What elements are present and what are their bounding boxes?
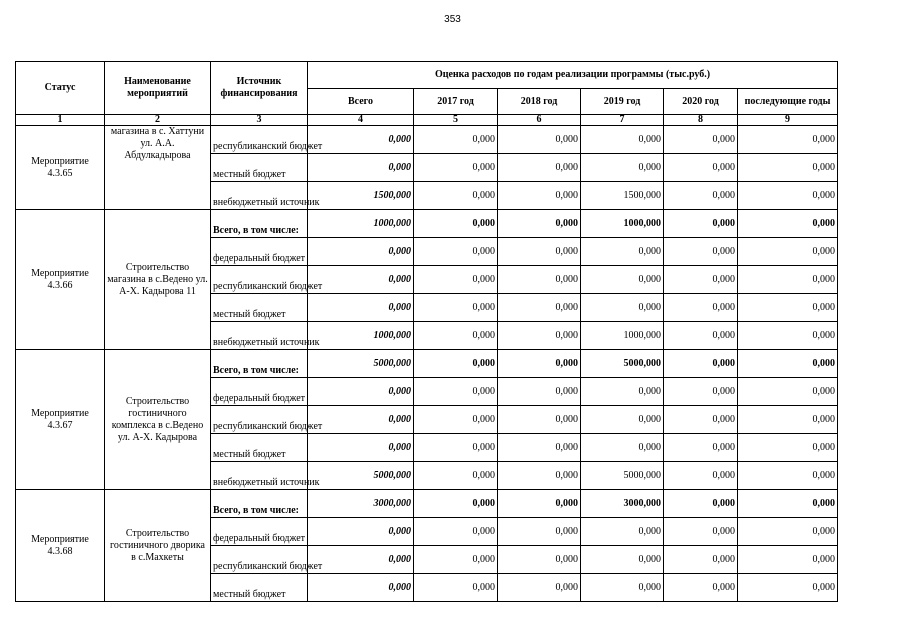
year-value-cell: 0,000 — [581, 546, 664, 574]
header-year: Всего — [308, 89, 414, 115]
year-value-cell: 0,000 — [738, 154, 838, 182]
year-value-cell: 0,000 — [414, 378, 498, 406]
funding-source-cell: местный бюджет — [211, 434, 308, 462]
year-value-cell: 0,000 — [414, 406, 498, 434]
column-number: 2 — [105, 115, 211, 126]
funding-source-cell: Всего, в том числе: — [211, 350, 308, 378]
year-value-cell: 0,000 — [664, 574, 738, 602]
header-year: 2019 год — [581, 89, 664, 115]
year-value-cell: 0,000 — [664, 378, 738, 406]
year-value-cell: 0,000 — [498, 546, 581, 574]
total-cell: 3000,000 — [308, 490, 414, 518]
funding-source-cell: местный бюджет — [211, 154, 308, 182]
table-row — [16, 490, 838, 518]
year-value-cell: 0,000 — [738, 350, 838, 378]
funding-source-cell: местный бюджет — [211, 574, 308, 602]
year-value-cell: 0,000 — [414, 322, 498, 350]
column-number: 4 — [308, 115, 414, 126]
year-value-cell: 0,000 — [738, 518, 838, 546]
funding-source-cell: республиканский бюджет — [211, 406, 308, 434]
year-value-cell: 0,000 — [498, 210, 581, 238]
year-value-cell: 0,000 — [498, 518, 581, 546]
header-estimate: Оценка расходов по годам реализации программы (тыс.руб.) — [308, 62, 838, 89]
year-value-cell: 0,000 — [738, 322, 838, 350]
event-name-cell: Строительство гостиничного дворика в с.Махкеты — [105, 490, 211, 602]
year-value-cell: 0,000 — [498, 462, 581, 490]
year-value-cell: 0,000 — [498, 434, 581, 462]
year-value-cell: 0,000 — [498, 126, 581, 154]
year-value-cell: 0,000 — [664, 462, 738, 490]
total-cell: 5000,000 — [308, 350, 414, 378]
year-value-cell: 0,000 — [414, 574, 498, 602]
year-value-cell: 0,000 — [414, 294, 498, 322]
year-value-cell: 0,000 — [581, 434, 664, 462]
year-value-cell: 0,000 — [664, 266, 738, 294]
year-value-cell: 0,000 — [738, 182, 838, 210]
year-value-cell: 0,000 — [664, 434, 738, 462]
year-value-cell: 0,000 — [664, 154, 738, 182]
year-value-cell: 0,000 — [581, 266, 664, 294]
total-cell: 0,000 — [308, 126, 414, 154]
year-value-cell: 0,000 — [738, 406, 838, 434]
total-cell: 0,000 — [308, 434, 414, 462]
total-cell: 1000,000 — [308, 322, 414, 350]
header-year: 2018 год — [498, 89, 581, 115]
status-cell: Мероприятие 4.3.67 — [16, 350, 105, 490]
total-cell: 0,000 — [308, 378, 414, 406]
funding-source-cell: Всего, в том числе: — [211, 490, 308, 518]
total-cell: 0,000 — [308, 154, 414, 182]
year-value-cell: 0,000 — [581, 154, 664, 182]
total-cell: 0,000 — [308, 574, 414, 602]
column-number: 5 — [414, 115, 498, 126]
year-value-cell: 0,000 — [414, 266, 498, 294]
column-number: 8 — [664, 115, 738, 126]
page-number: 353 — [444, 14, 461, 25]
funding-source-cell: федеральный бюджет — [211, 518, 308, 546]
column-number: 3 — [211, 115, 308, 126]
year-value-cell: 0,000 — [414, 350, 498, 378]
funding-source-cell: республиканский бюджет — [211, 126, 308, 154]
event-name-cell: Строительство магазина в с.Ведено ул. А-Х. Кадырова 11 — [105, 210, 211, 350]
year-value-cell: 0,000 — [414, 126, 498, 154]
year-value-cell: 0,000 — [738, 434, 838, 462]
event-name-cell: магазина в с. Хаттуни ул. А.А. Абдулкадырова — [105, 126, 211, 210]
year-value-cell: 0,000 — [581, 126, 664, 154]
year-value-cell: 0,000 — [738, 266, 838, 294]
year-value-cell: 0,000 — [738, 490, 838, 518]
header-source: Источник финансирования — [211, 62, 308, 115]
year-value-cell: 0,000 — [664, 238, 738, 266]
year-value-cell: 5000,000 — [581, 350, 664, 378]
year-value-cell: 1000,000 — [581, 322, 664, 350]
year-value-cell: 5000,000 — [581, 462, 664, 490]
year-value-cell: 0,000 — [498, 294, 581, 322]
year-value-cell: 1000,000 — [581, 210, 664, 238]
event-name-cell: Строительство гостиничного комплекса в с.Ведено ул. А-Х. Кадырова — [105, 350, 211, 490]
year-value-cell: 0,000 — [414, 182, 498, 210]
year-value-cell: 0,000 — [664, 490, 738, 518]
year-value-cell: 0,000 — [414, 518, 498, 546]
funding-source-cell: внебюджетный источник — [211, 322, 308, 350]
year-value-cell: 0,000 — [414, 210, 498, 238]
year-value-cell: 0,000 — [664, 546, 738, 574]
total-cell: 0,000 — [308, 546, 414, 574]
column-number: 1 — [16, 115, 105, 126]
year-value-cell: 0,000 — [498, 350, 581, 378]
year-value-cell: 0,000 — [498, 238, 581, 266]
year-value-cell: 0,000 — [664, 518, 738, 546]
year-value-cell: 0,000 — [664, 406, 738, 434]
total-cell: 0,000 — [308, 406, 414, 434]
year-value-cell: 0,000 — [581, 294, 664, 322]
budget-table — [15, 61, 838, 602]
year-value-cell: 0,000 — [498, 266, 581, 294]
year-value-cell: 0,000 — [738, 210, 838, 238]
year-value-cell: 0,000 — [414, 434, 498, 462]
year-value-cell: 0,000 — [581, 238, 664, 266]
year-value-cell: 0,000 — [498, 154, 581, 182]
year-value-cell: 0,000 — [498, 378, 581, 406]
column-number: 6 — [498, 115, 581, 126]
total-cell: 5000,000 — [308, 462, 414, 490]
total-cell: 0,000 — [308, 518, 414, 546]
header-year: 2017 год — [414, 89, 498, 115]
header-year: 2020 год — [664, 89, 738, 115]
total-cell: 0,000 — [308, 238, 414, 266]
year-value-cell: 0,000 — [738, 546, 838, 574]
year-value-cell: 0,000 — [664, 294, 738, 322]
funding-source-cell: Всего, в том числе: — [211, 210, 308, 238]
year-value-cell: 0,000 — [738, 462, 838, 490]
year-value-cell: 0,000 — [414, 238, 498, 266]
funding-source-cell: федеральный бюджет — [211, 378, 308, 406]
year-value-cell: 0,000 — [498, 182, 581, 210]
year-value-cell: 0,000 — [738, 574, 838, 602]
funding-source-cell: федеральный бюджет — [211, 238, 308, 266]
table-row — [16, 210, 838, 238]
year-value-cell: 0,000 — [414, 462, 498, 490]
year-value-cell: 0,000 — [414, 154, 498, 182]
header-year: последующие годы — [738, 89, 838, 115]
year-value-cell: 0,000 — [581, 518, 664, 546]
header-name: Наименование мероприятий — [105, 62, 211, 115]
year-value-cell: 0,000 — [664, 126, 738, 154]
year-value-cell: 0,000 — [498, 490, 581, 518]
year-value-cell: 0,000 — [581, 406, 664, 434]
year-value-cell: 0,000 — [414, 490, 498, 518]
year-value-cell: 0,000 — [738, 378, 838, 406]
year-value-cell: 0,000 — [498, 322, 581, 350]
table-row — [16, 350, 838, 378]
column-number: 9 — [738, 115, 838, 126]
year-value-cell: 0,000 — [414, 546, 498, 574]
total-cell: 0,000 — [308, 294, 414, 322]
year-value-cell: 3000,000 — [581, 490, 664, 518]
year-value-cell: 0,000 — [664, 182, 738, 210]
status-cell: Мероприятие 4.3.66 — [16, 210, 105, 350]
header-status: Статус — [16, 62, 105, 115]
funding-source-cell: республиканский бюджет — [211, 266, 308, 294]
year-value-cell: 0,000 — [664, 210, 738, 238]
year-value-cell: 0,000 — [664, 350, 738, 378]
funding-source-cell: внебюджетный источник — [211, 462, 308, 490]
year-value-cell: 0,000 — [498, 574, 581, 602]
column-number: 7 — [581, 115, 664, 126]
status-cell: Мероприятие 4.3.68 — [16, 490, 105, 602]
year-value-cell: 0,000 — [738, 294, 838, 322]
funding-source-cell: местный бюджет — [211, 294, 308, 322]
year-value-cell: 1500,000 — [581, 182, 664, 210]
total-cell: 1000,000 — [308, 210, 414, 238]
year-value-cell: 0,000 — [581, 574, 664, 602]
year-value-cell: 0,000 — [498, 406, 581, 434]
funding-source-cell: внебюджетный источник — [211, 182, 308, 210]
funding-source-cell: республиканский бюджет — [211, 546, 308, 574]
year-value-cell: 0,000 — [738, 126, 838, 154]
year-value-cell: 0,000 — [738, 238, 838, 266]
total-cell: 1500,000 — [308, 182, 414, 210]
status-cell: Мероприятие 4.3.65 — [16, 126, 105, 210]
year-value-cell: 0,000 — [664, 322, 738, 350]
table-row — [16, 126, 838, 154]
year-value-cell: 0,000 — [581, 378, 664, 406]
total-cell: 0,000 — [308, 266, 414, 294]
